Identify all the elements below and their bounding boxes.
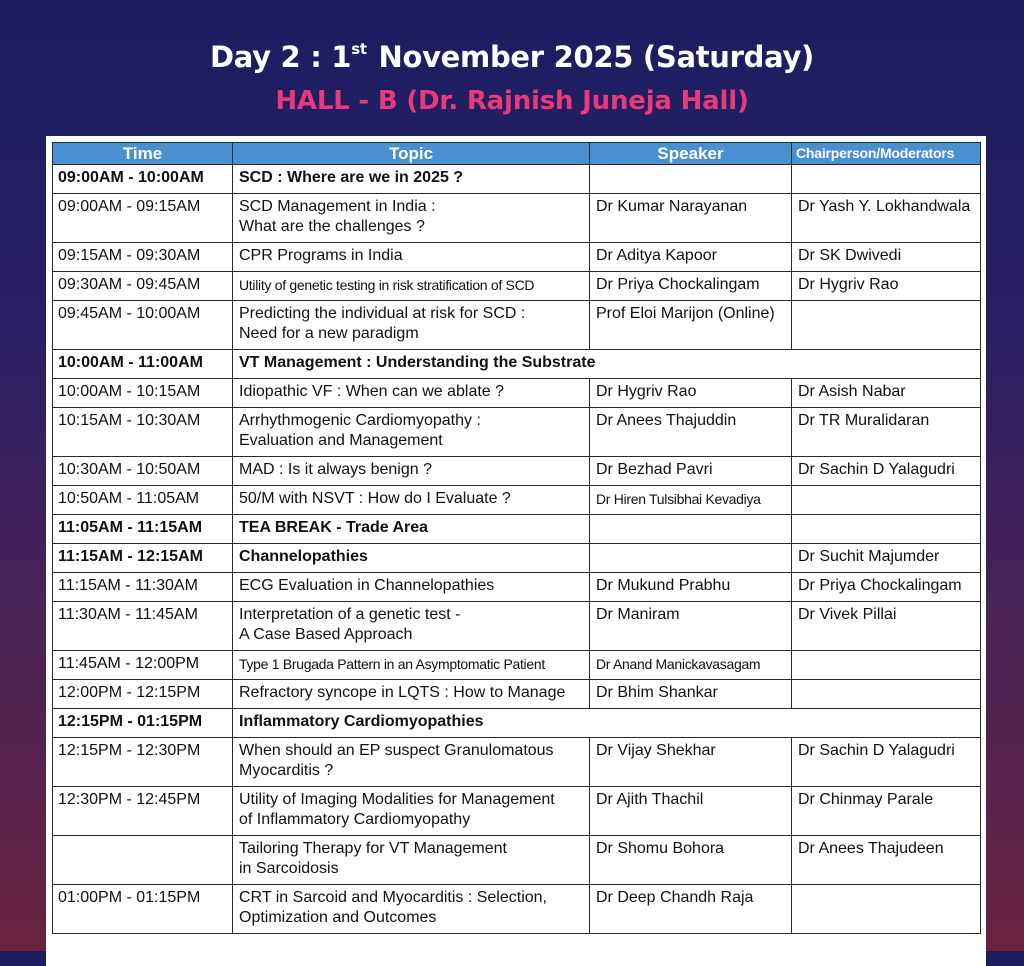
chair-cell: Dr Hygriv Rao xyxy=(792,272,981,301)
chair-cell: Dr Priya Chockalingam xyxy=(792,573,981,602)
topic-cell: Refractory syncope in LQTS : How to Manage xyxy=(233,680,590,709)
topic-cell xyxy=(233,602,590,651)
speaker-cell: Dr Mukund Prabhu xyxy=(590,573,792,602)
topic-cell xyxy=(233,301,590,350)
chair-cell: Dr Anees Thajudeen xyxy=(792,836,981,885)
speaker-cell: Dr Anand Manickavasagam xyxy=(590,651,792,680)
table-row xyxy=(53,651,981,680)
time-cell: 10:50AM - 11:05AM xyxy=(53,486,233,515)
chair-cell xyxy=(792,486,981,515)
topic-line: in Sarcoidosis xyxy=(239,860,339,877)
speaker-cell xyxy=(590,515,792,544)
topic-cell xyxy=(233,885,590,934)
day-title-suffix: November 2025 (Saturday) xyxy=(368,40,815,74)
speaker-cell: Dr Shomu Bohora xyxy=(590,836,792,885)
chair-cell: Dr SK Dwivedi xyxy=(792,243,981,272)
topic-cell: MAD : Is it always benign ? xyxy=(233,457,590,486)
time-cell xyxy=(53,836,233,885)
topic-line: of Inflammatory Cardiomyopathy xyxy=(239,811,471,828)
topic-cell: TEA BREAK - Trade Area xyxy=(233,515,590,544)
chair-cell: Dr TR Muralidaran xyxy=(792,408,981,457)
time-cell: 10:00AM - 10:15AM xyxy=(53,379,233,408)
chair-cell xyxy=(792,651,981,680)
speaker-cell: Dr Bhim Shankar xyxy=(590,680,792,709)
topic-line: Myocarditis ? xyxy=(239,762,334,779)
speaker-cell: Dr Maniram xyxy=(590,602,792,651)
chair-cell: Dr Yash Y. Lokhandwala xyxy=(792,194,981,243)
table-row xyxy=(53,379,981,408)
time-cell: 12:30PM - 12:45PM xyxy=(53,787,233,836)
day-title-ordinal: st xyxy=(351,40,367,58)
speaker-cell xyxy=(590,165,792,194)
speaker-cell: Dr Vijay Shekhar xyxy=(590,738,792,787)
table-row xyxy=(53,573,981,602)
table-header-row xyxy=(53,143,981,165)
table-row xyxy=(53,602,981,651)
hall-title: HALL - B (Dr. Rajnish Juneja Hall) xyxy=(275,86,749,116)
speaker-cell xyxy=(590,544,792,573)
topic-line: SCD Management in India : xyxy=(239,198,436,215)
topic-cell: VT Management : Understanding the Substrate xyxy=(233,350,981,379)
topic-line: Need for a new paradigm xyxy=(239,325,419,342)
topic-cell xyxy=(233,738,590,787)
time-cell: 11:15AM - 11:30AM xyxy=(53,573,233,602)
topic-cell: Idiopathic VF : When can we ablate ? xyxy=(233,379,590,408)
time-cell: 10:30AM - 10:50AM xyxy=(53,457,233,486)
header-speaker: Speaker xyxy=(590,143,792,165)
topic-cell: 50/M with NSVT : How do I Evaluate ? xyxy=(233,486,590,515)
topic-cell: Type 1 Brugada Pattern in an Asymptomatic Patient xyxy=(233,651,590,680)
table-row xyxy=(53,194,981,243)
topic-cell xyxy=(233,787,590,836)
speaker-cell: Dr Hiren Tulsibhai Kevadiya xyxy=(590,486,792,515)
time-cell: 09:00AM - 09:15AM xyxy=(53,194,233,243)
topic-cell: SCD : Where are we in 2025 ? xyxy=(233,165,590,194)
topic-line: Interpretation of a genetic test - xyxy=(239,606,461,623)
time-cell: 11:05AM - 11:15AM xyxy=(53,515,233,544)
table-row xyxy=(53,457,981,486)
chair-cell xyxy=(792,885,981,934)
topic-cell: Inflammatory Cardiomyopathies xyxy=(233,709,981,738)
time-cell: 11:45AM - 12:00PM xyxy=(53,651,233,680)
chair-cell: Dr Chinmay Parale xyxy=(792,787,981,836)
header-topic: Topic xyxy=(233,143,590,165)
table-row xyxy=(53,885,981,934)
topic-cell: ECG Evaluation in Channelopathies xyxy=(233,573,590,602)
time-cell: 10:00AM - 11:00AM xyxy=(53,350,233,379)
table-row xyxy=(53,301,981,350)
table-row xyxy=(53,787,981,836)
topic-line: Utility of Imaging Modalities for Management xyxy=(239,791,555,808)
speaker-cell: Dr Anees Thajuddin xyxy=(590,408,792,457)
day-title xyxy=(0,40,1024,74)
speaker-cell: Dr Priya Chockalingam xyxy=(590,272,792,301)
table-row xyxy=(53,272,981,301)
schedule-panel xyxy=(46,136,986,966)
topic-line: A Case Based Approach xyxy=(239,626,413,643)
section-row xyxy=(53,350,981,379)
topic-line: What are the challenges ? xyxy=(239,218,425,235)
chair-cell: Dr Asish Nabar xyxy=(792,379,981,408)
header-chairperson: Chairperson/Moderators xyxy=(792,143,981,165)
chair-cell xyxy=(792,680,981,709)
speaker-cell: Dr Bezhad Pavri xyxy=(590,457,792,486)
topic-line: CRT in Sarcoid and Myocarditis : Selection, xyxy=(239,889,547,906)
topic-cell: CPR Programs in India xyxy=(233,243,590,272)
section-row xyxy=(53,515,981,544)
topic-cell: Channelopathies xyxy=(233,544,590,573)
schedule-table xyxy=(52,142,981,934)
time-cell: 11:15AM - 12:15AM xyxy=(53,544,233,573)
speaker-cell: Prof Eloi Marijon (Online) xyxy=(590,301,792,350)
time-cell: 09:45AM - 10:00AM xyxy=(53,301,233,350)
topic-line: When should an EP suspect Granulomatous xyxy=(239,742,554,759)
table-row xyxy=(53,408,981,457)
topic-cell xyxy=(233,408,590,457)
section-row xyxy=(53,165,981,194)
time-cell: 10:15AM - 10:30AM xyxy=(53,408,233,457)
topic-line: Tailoring Therapy for VT Management xyxy=(239,840,507,857)
topic-line: Predicting the individual at risk for SCD : xyxy=(239,305,526,322)
chair-cell: Dr Sachin D Yalagudri xyxy=(792,738,981,787)
time-cell: 12:00PM - 12:15PM xyxy=(53,680,233,709)
day-title-prefix: Day 2 : 1 xyxy=(209,40,352,74)
time-cell: 09:30AM - 09:45AM xyxy=(53,272,233,301)
time-cell: 12:15PM - 12:30PM xyxy=(53,738,233,787)
chair-cell xyxy=(792,165,981,194)
table-row xyxy=(53,680,981,709)
chair-cell xyxy=(792,301,981,350)
chair-cell: Dr Sachin D Yalagudri xyxy=(792,457,981,486)
time-cell: 09:15AM - 09:30AM xyxy=(53,243,233,272)
header-time: Time xyxy=(53,143,233,165)
chair-cell: Dr Suchit Majumder xyxy=(792,544,981,573)
table-row xyxy=(53,836,981,885)
time-cell: 09:00AM - 10:00AM xyxy=(53,165,233,194)
table-row xyxy=(53,486,981,515)
speaker-cell: Dr Ajith Thachil xyxy=(590,787,792,836)
speaker-cell: Dr Aditya Kapoor xyxy=(590,243,792,272)
speaker-cell: Dr Kumar Narayanan xyxy=(590,194,792,243)
time-cell: 12:15PM - 01:15PM xyxy=(53,709,233,738)
topic-line: Optimization and Outcomes xyxy=(239,909,437,926)
topic-cell xyxy=(233,836,590,885)
topic-line: Evaluation and Management xyxy=(239,432,443,449)
topic-cell: Utility of genetic testing in risk stratification of SCD xyxy=(233,272,590,301)
section-row xyxy=(53,544,981,573)
time-cell: 11:30AM - 11:45AM xyxy=(53,602,233,651)
table-row xyxy=(53,243,981,272)
section-row xyxy=(53,709,981,738)
topic-cell xyxy=(233,194,590,243)
table-row xyxy=(53,738,981,787)
speaker-cell: Dr Deep Chandh Raja xyxy=(590,885,792,934)
chair-cell: Dr Vivek Pillai xyxy=(792,602,981,651)
time-cell: 01:00PM - 01:15PM xyxy=(53,885,233,934)
chair-cell xyxy=(792,515,981,544)
speaker-cell: Dr Hygriv Rao xyxy=(590,379,792,408)
topic-line: Arrhythmogenic Cardiomyopathy : xyxy=(239,412,481,429)
